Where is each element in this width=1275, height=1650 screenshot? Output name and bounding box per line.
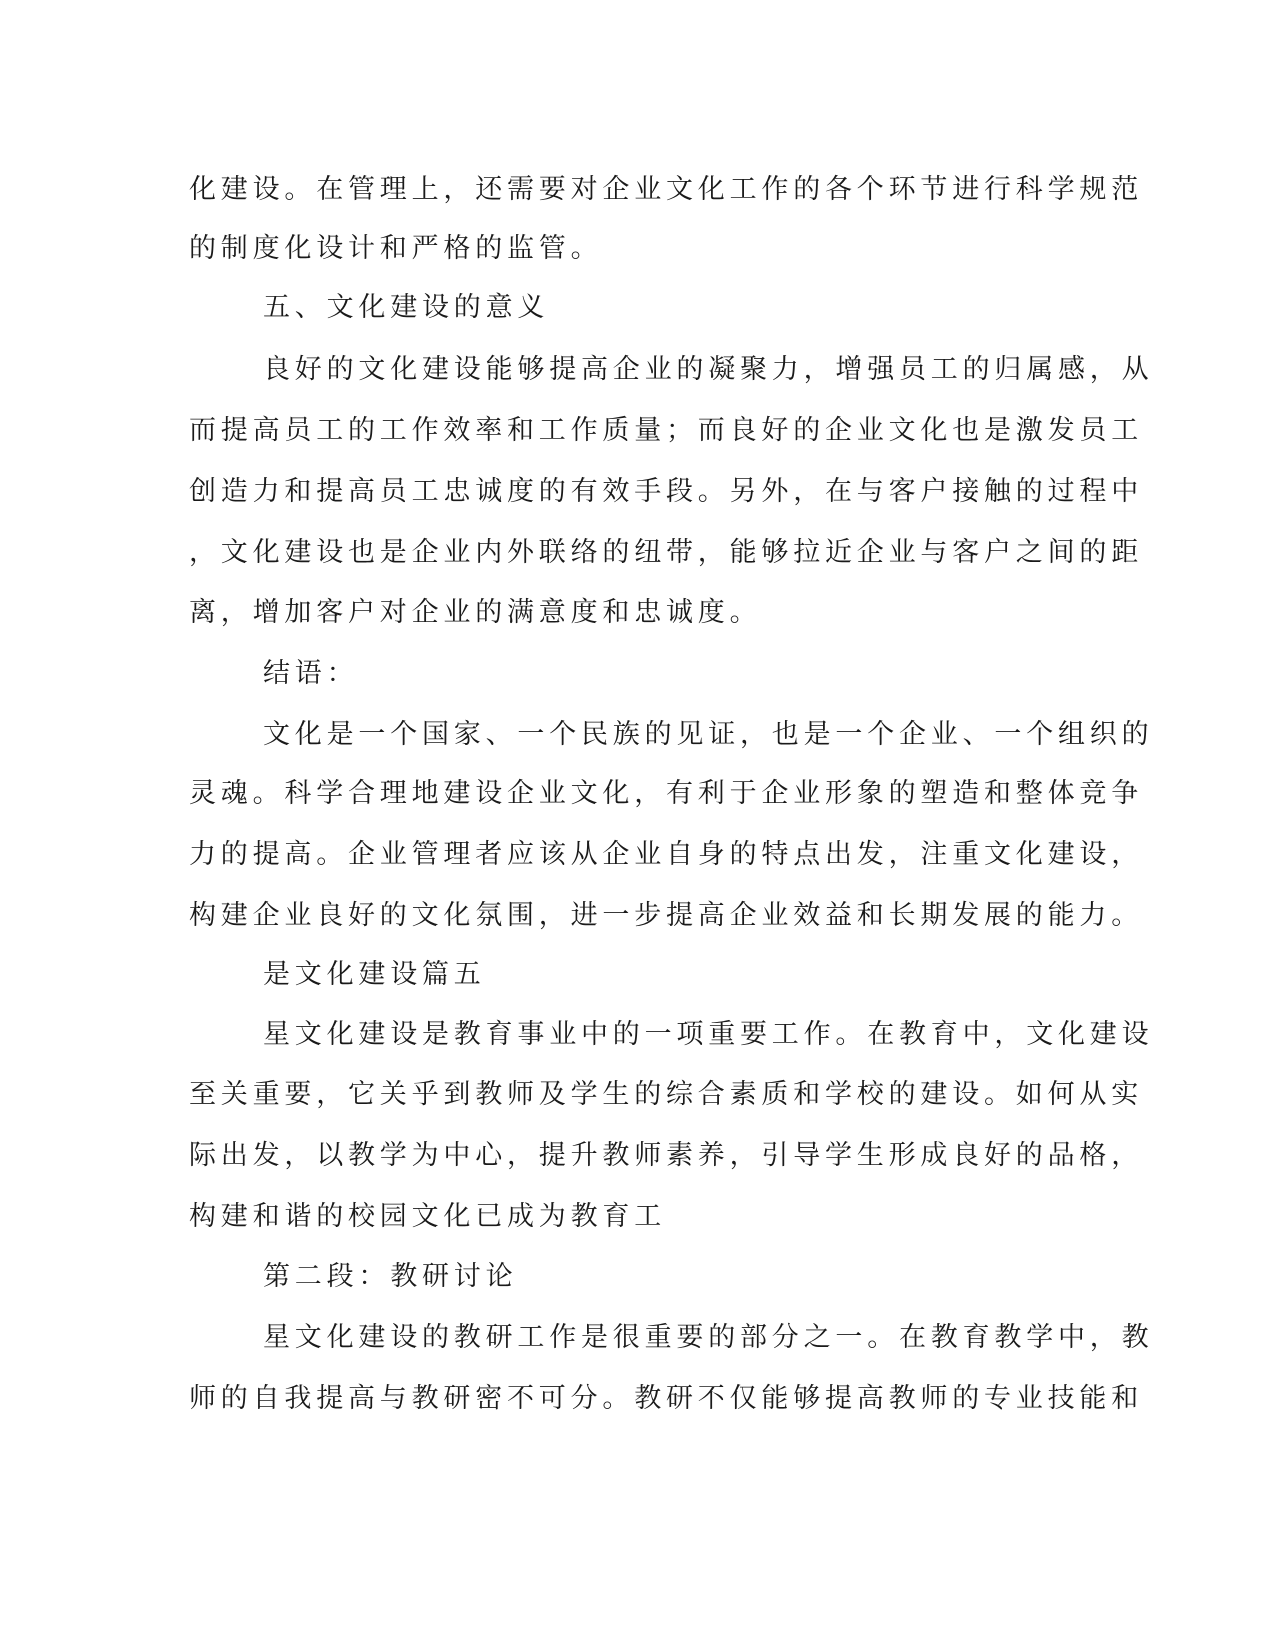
text-line: 构建企业良好的文化氛围，进一步提高企业效益和长期发展的能力。 [189, 900, 1143, 931]
text-line: 灵魂。科学合理地建设企业文化，有利于企业形象的塑造和整体竞争 [189, 778, 1143, 809]
text-line: ，文化建设也是企业内外联络的纽带，能够拉近企业与客户之间的距 [189, 537, 1143, 568]
text-line: 构建和谐的校园文化已成为教育工 [189, 1201, 666, 1232]
section-heading: 是文化建设篇五 [263, 959, 486, 990]
text-line: 星文化建设是教育事业中的一项重要工作。在教育中，文化建设 [263, 1019, 1154, 1050]
text-line: 师的自我提高与教研密不可分。教研不仅能够提高教师的专业技能和 [189, 1383, 1143, 1414]
text-line: 力的提高。企业管理者应该从企业自身的特点出发，注重文化建设， [189, 839, 1143, 870]
text-line: 星文化建设的教研工作是很重要的部分之一。在教育教学中，教 [263, 1322, 1154, 1353]
section-heading: 结语： [263, 658, 359, 689]
section-heading: 第二段：教研讨论 [263, 1261, 518, 1292]
text-line: 文化是一个国家、一个民族的见证，也是一个企业、一个组织的 [263, 719, 1154, 750]
text-line: 至关重要，它关乎到教师及学生的综合素质和学校的建设。如何从实 [189, 1079, 1143, 1110]
text-line: 际出发，以教学为中心，提升教师素养，引导学生形成良好的品格， [189, 1140, 1143, 1171]
text-line: 良好的文化建设能够提高企业的凝聚力，增强员工的归属感，从 [263, 354, 1154, 385]
text-line: 创造力和提高员工忠诚度的有效手段。另外，在与客户接触的过程中 [189, 476, 1143, 507]
text-line: 的制度化设计和严格的监管。 [189, 233, 603, 264]
text-line: 化建设。在管理上，还需要对企业文化工作的各个环节进行科学规范 [189, 174, 1143, 205]
text-line: 而提高员工的工作效率和工作质量；而良好的企业文化也是激发员工 [189, 415, 1143, 446]
section-heading: 五、文化建设的意义 [263, 292, 550, 323]
text-line: 离，增加客户对企业的满意度和忠诚度。 [189, 597, 762, 628]
